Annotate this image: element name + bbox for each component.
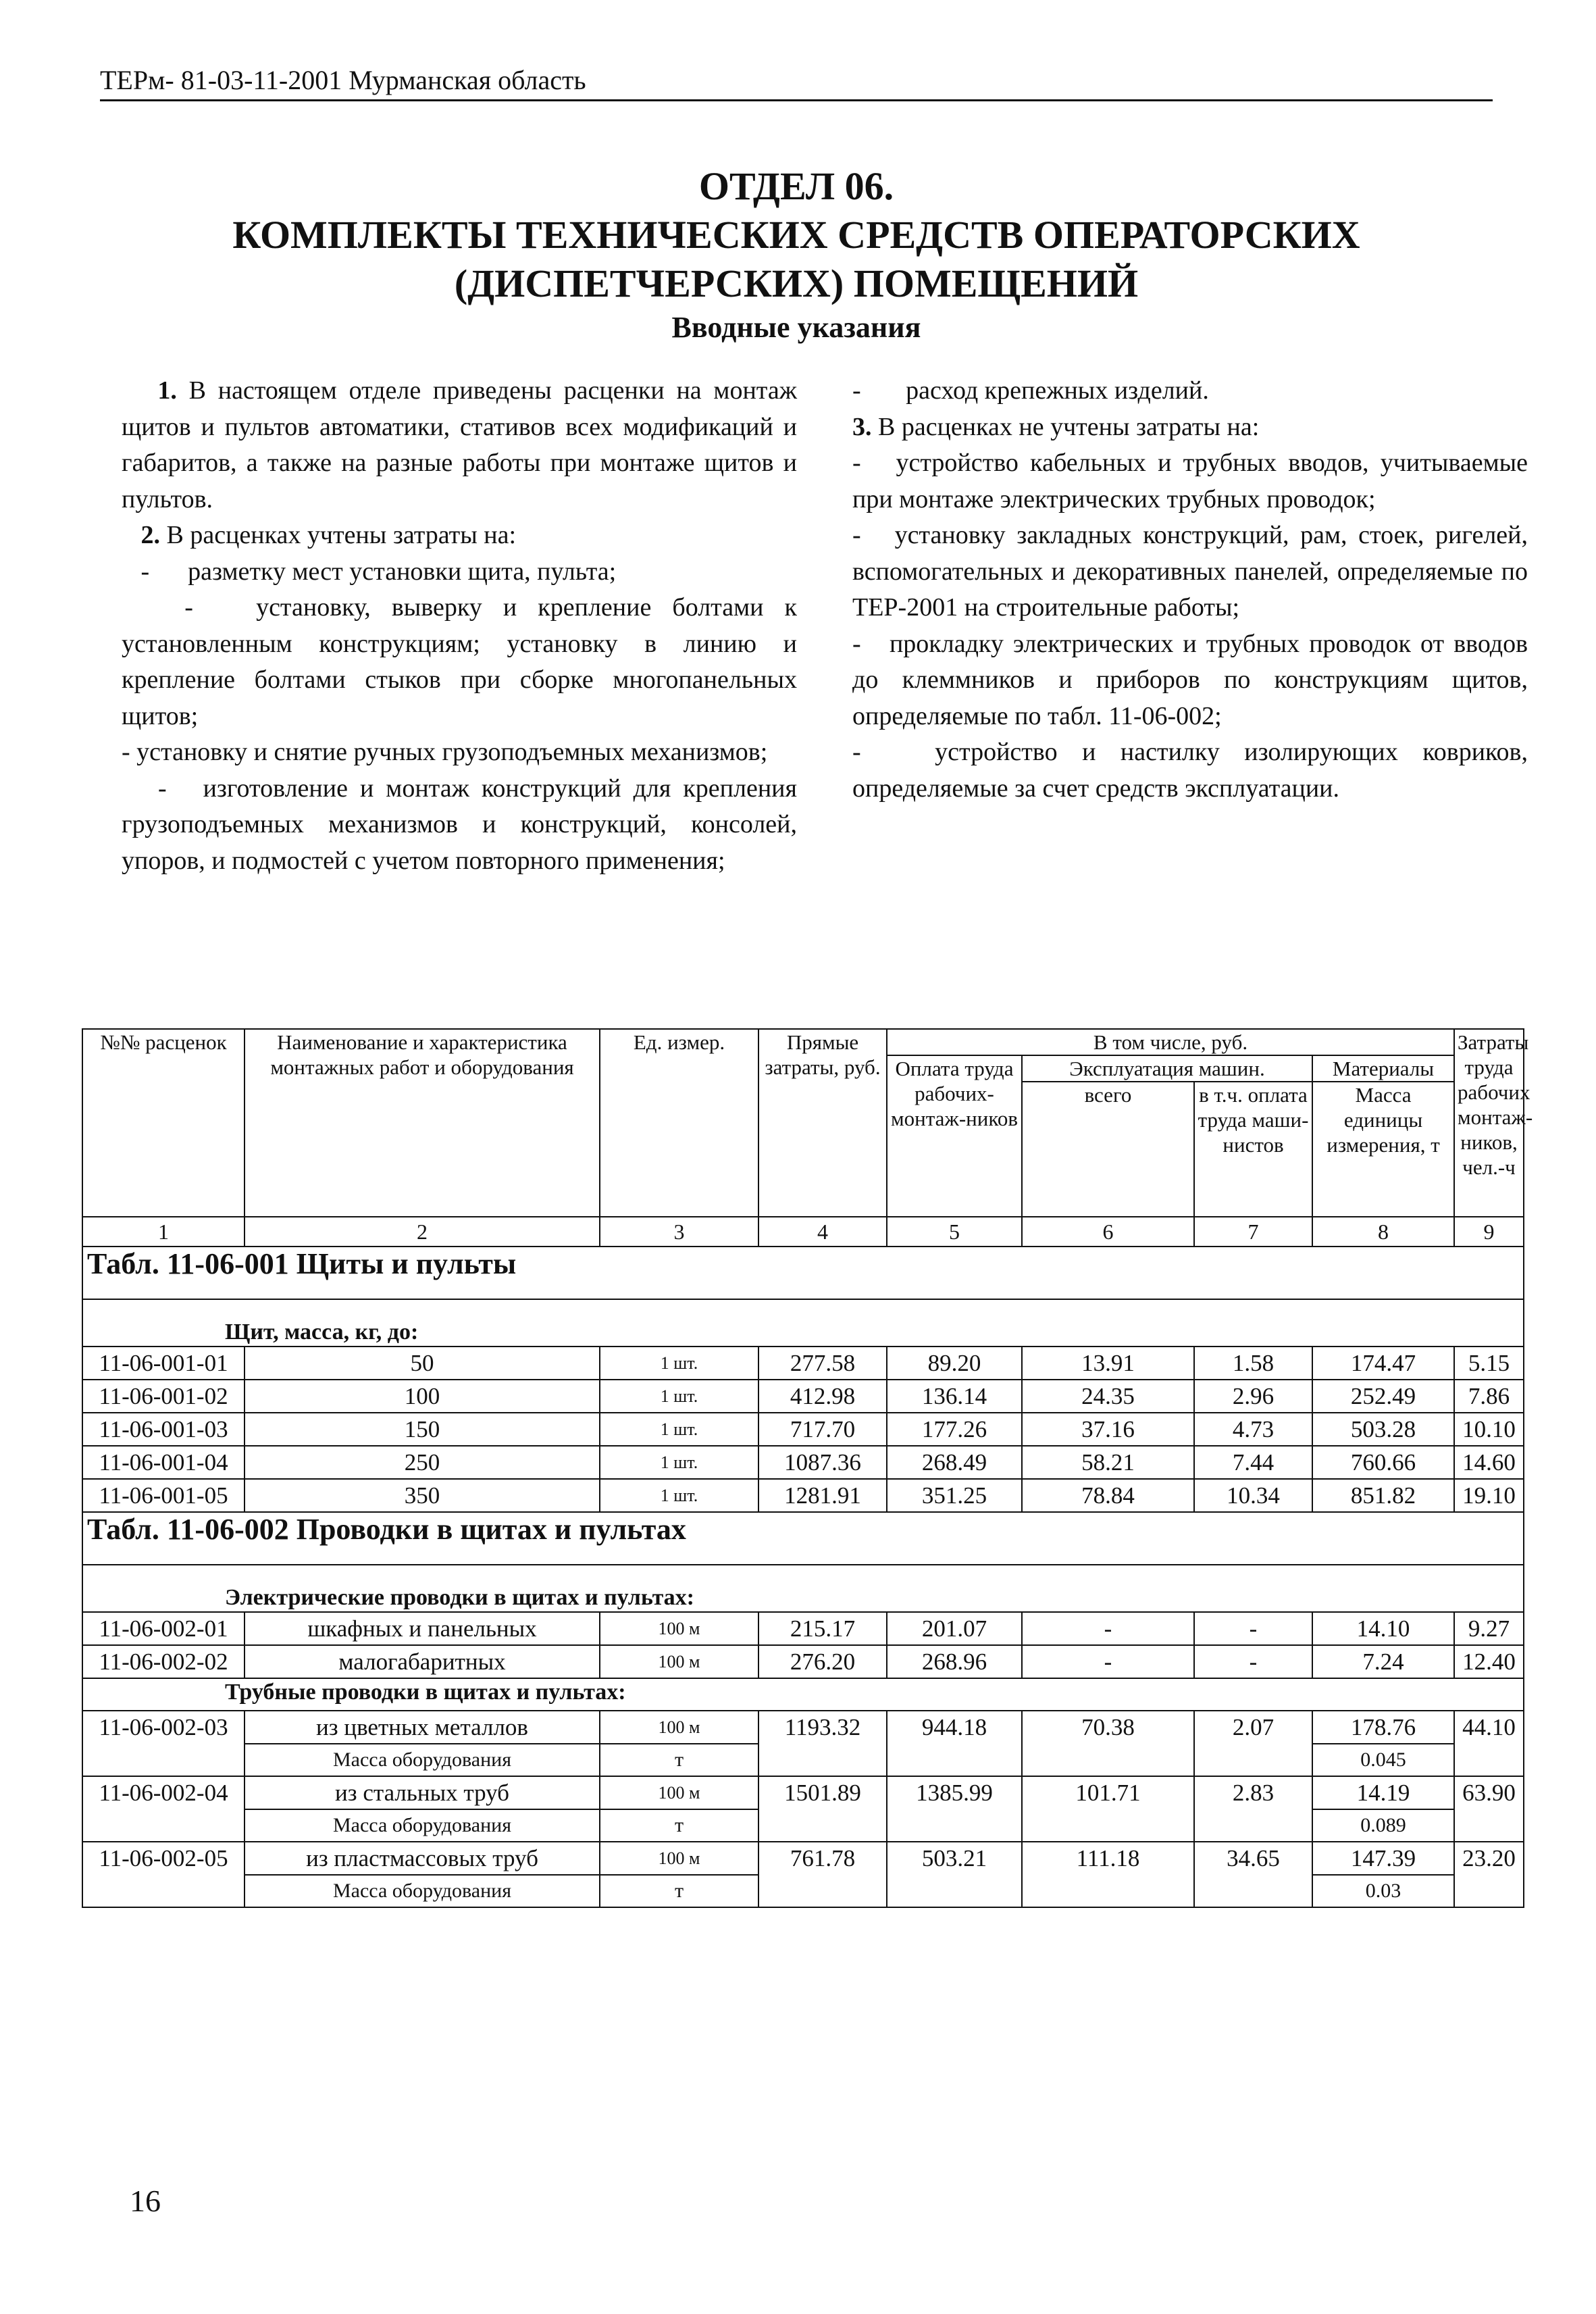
column-number: 1 xyxy=(82,1217,244,1247)
labor-pay-cell: 503.21 xyxy=(887,1842,1022,1907)
direct-costs-cell: 277.58 xyxy=(758,1347,887,1380)
work-name-cell: 150 xyxy=(244,1413,600,1446)
labor-pay-cell: 136.14 xyxy=(887,1380,1022,1413)
item-dash: - xyxy=(852,629,861,658)
machines-total-cell: - xyxy=(1022,1645,1194,1678)
item-text: изготовление и монтаж конструкций для крепления грузоподъемных механизмов и конструкций, консолей, упоров, и подмостей с учетом повторного применения; xyxy=(122,774,797,875)
intro-paragraph-1 xyxy=(122,373,797,518)
item-dash: - xyxy=(122,738,130,766)
unit-cell: 100 м xyxy=(600,1645,758,1678)
table-row xyxy=(82,1413,1524,1446)
work-name-cell: шкафных и панельных xyxy=(244,1612,600,1645)
item-dash: - xyxy=(852,521,861,549)
materials-cell: 14.10 xyxy=(1312,1612,1454,1645)
machines-total-cell: 13.91 xyxy=(1022,1347,1194,1380)
machines-operator-pay-cell: - xyxy=(1194,1612,1312,1645)
work-name-cell: 50 xyxy=(244,1347,600,1380)
labor-pay-cell: 268.49 xyxy=(887,1446,1022,1479)
machines-operator-pay-cell: 2.96 xyxy=(1194,1380,1312,1413)
equipment-mass-label: Масса оборудования xyxy=(244,1809,600,1842)
column-number-row xyxy=(82,1217,1524,1247)
labor-hours-cell: 5.15 xyxy=(1454,1347,1524,1380)
table-subcaption: Щит, масса, кг, до: xyxy=(82,1299,1524,1347)
header-materials: Материалы xyxy=(1312,1055,1454,1082)
table-row xyxy=(82,1347,1524,1380)
labor-pay-cell: 268.96 xyxy=(887,1645,1022,1678)
item-text: устройство и настилку изолирующих ковриков, определяемые за счет средств эксплуатации. xyxy=(852,738,1528,803)
equipment-mass-value: 0.045 xyxy=(1312,1744,1454,1776)
machines-total-cell: 111.18 xyxy=(1022,1842,1194,1907)
materials-cell: 147.39 xyxy=(1312,1842,1454,1875)
materials-cell: 7.24 xyxy=(1312,1645,1454,1678)
table-subcaption-row xyxy=(82,1678,1524,1711)
item-dash: - xyxy=(184,593,193,622)
intro-item xyxy=(122,771,797,880)
direct-costs-cell: 215.17 xyxy=(758,1612,887,1645)
item-text: разметку мест установки щита, пульта; xyxy=(188,557,617,586)
rate-code-cell: 11-06-002-03 xyxy=(82,1711,244,1776)
intro-item xyxy=(852,734,1528,807)
table-row xyxy=(82,1612,1524,1645)
intro-paragraph-3 xyxy=(852,409,1528,446)
work-name-cell: из пластмассовых труб xyxy=(244,1842,600,1875)
column-number: 3 xyxy=(600,1217,758,1247)
labor-hours-cell: 10.10 xyxy=(1454,1413,1524,1446)
unit-cell: 100 м xyxy=(600,1612,758,1645)
direct-costs-cell: 761.78 xyxy=(758,1842,887,1907)
intro-item xyxy=(122,590,797,734)
column-number: 9 xyxy=(1454,1217,1524,1247)
materials-cell: 503.28 xyxy=(1312,1413,1454,1446)
machines-total-cell: 78.84 xyxy=(1022,1479,1194,1512)
header-machines: Эксплуатация машин. xyxy=(1022,1055,1312,1082)
item-dash: - xyxy=(852,376,861,405)
intro-item xyxy=(852,518,1528,626)
rate-code-cell: 11-06-002-01 xyxy=(82,1612,244,1645)
labor-hours-cell: 63.90 xyxy=(1454,1776,1524,1842)
materials-cell: 174.47 xyxy=(1312,1347,1454,1380)
table-2-pipe-body xyxy=(82,1711,1524,1907)
item-dash: - xyxy=(852,738,861,766)
labor-hours-cell: 44.10 xyxy=(1454,1711,1524,1776)
unit-cell: 1 шт. xyxy=(600,1413,758,1446)
unit-cell: 1 шт. xyxy=(600,1479,758,1512)
rate-code-cell: 11-06-001-05 xyxy=(82,1479,244,1512)
unit-cell: 100 м xyxy=(600,1776,758,1809)
item-text: прокладку электрических и трубных проводок от вводов до клеммников и приборов по конструкциям щитов, определяемые по табл. 11-06-002; xyxy=(852,629,1528,730)
labor-hours-cell: 14.60 xyxy=(1454,1446,1524,1479)
machines-operator-pay-cell: 4.73 xyxy=(1194,1413,1312,1446)
table-caption-row xyxy=(82,1247,1524,1299)
table-caption: Табл. 11-06-002 Проводки в щитах и пультах xyxy=(82,1512,1524,1565)
direct-costs-cell: 717.70 xyxy=(758,1413,887,1446)
machines-total-cell: - xyxy=(1022,1612,1194,1645)
intro-item xyxy=(122,734,797,771)
intro-paragraph-2 xyxy=(122,518,797,554)
unit-cell: 1 шт. xyxy=(600,1347,758,1380)
item-text: расход крепежных изделий. xyxy=(906,376,1209,405)
table-subcaption: Трубные проводки в щитах и пультах: xyxy=(82,1678,1524,1711)
machines-operator-pay-cell: 2.83 xyxy=(1194,1776,1312,1842)
unit-cell: 1 шт. xyxy=(600,1446,758,1479)
work-name-cell: 350 xyxy=(244,1479,600,1512)
item-dash: - xyxy=(852,449,861,477)
work-name-cell: из стальных труб xyxy=(244,1776,600,1809)
table-row xyxy=(82,1842,1524,1875)
machines-operator-pay-cell: 7.44 xyxy=(1194,1446,1312,1479)
direct-costs-cell: 1193.32 xyxy=(758,1711,887,1776)
work-name-cell: 250 xyxy=(244,1446,600,1479)
table-subcaption-row xyxy=(82,1299,1524,1347)
column-number: 2 xyxy=(244,1217,600,1247)
unit-cell: 100 м xyxy=(600,1711,758,1744)
materials-cell: 760.66 xyxy=(1312,1446,1454,1479)
table-row xyxy=(82,1479,1524,1512)
rate-code-cell: 11-06-001-04 xyxy=(82,1446,244,1479)
materials-cell: 252.49 xyxy=(1312,1380,1454,1413)
labor-pay-cell: 351.25 xyxy=(887,1479,1022,1512)
column-number: 8 xyxy=(1312,1217,1454,1247)
direct-costs-cell: 1501.89 xyxy=(758,1776,887,1842)
table-subcaption-row xyxy=(82,1565,1524,1612)
machines-total-cell: 58.21 xyxy=(1022,1446,1194,1479)
header-including: В том числе, руб. xyxy=(887,1029,1454,1055)
rate-code-cell: 11-06-002-04 xyxy=(82,1776,244,1842)
rate-code-cell: 11-06-001-02 xyxy=(82,1380,244,1413)
page-number: 16 xyxy=(130,2184,161,2218)
work-name-cell: из цветных металлов xyxy=(244,1711,600,1744)
running-header: ТЕРм- 81-03-11-2001 Мурманская область xyxy=(100,65,586,95)
labor-hours-cell: 12.40 xyxy=(1454,1645,1524,1678)
labor-hours-cell: 19.10 xyxy=(1454,1479,1524,1512)
section-title-line-2: КОМПЛЕКТЫ ТЕХНИЧЕСКИХ СРЕДСТВ ОПЕРАТОРСКИХ xyxy=(232,213,1360,257)
item-dash: - xyxy=(140,557,150,586)
section-title-line-3: (ДИСПЕТЧЕРСКИХ) ПОМЕЩЕНИЙ xyxy=(454,261,1139,305)
machines-operator-pay-cell: 10.34 xyxy=(1194,1479,1312,1512)
direct-costs-cell: 1087.36 xyxy=(758,1446,887,1479)
machines-operator-pay-cell: - xyxy=(1194,1645,1312,1678)
equipment-mass-value: 0.089 xyxy=(1312,1809,1454,1842)
labor-pay-cell: 1385.99 xyxy=(887,1776,1022,1842)
paragraph-number: 1. xyxy=(157,376,177,405)
paragraph-text: В расценках учтены затраты на: xyxy=(166,521,517,549)
intro-left-column xyxy=(122,373,797,879)
machines-total-cell: 24.35 xyxy=(1022,1380,1194,1413)
equipment-mass-unit: т xyxy=(600,1809,758,1842)
item-text: установку, выверку и крепление болтами к установленным конструкциям; установку в линию и крепление болтами стыков при сборке многопанельных щитов; xyxy=(122,593,798,730)
machines-total-cell: 37.16 xyxy=(1022,1413,1194,1446)
materials-cell: 14.19 xyxy=(1312,1776,1454,1809)
intro-item xyxy=(852,445,1528,518)
item-dash: - xyxy=(157,774,167,803)
table-subcaption: Электрические проводки в щитах и пультах: xyxy=(82,1565,1524,1612)
labor-hours-cell: 23.20 xyxy=(1454,1842,1524,1907)
header-labor-hours: Затраты труда рабочих монтаж-ников, чел.-ч xyxy=(1454,1029,1524,1217)
section-subtitle: Вводные указания xyxy=(671,311,921,344)
equipment-mass-value: 0.03 xyxy=(1312,1875,1454,1907)
header-direct-costs: Прямые затраты, руб. xyxy=(758,1029,887,1217)
item-text: установку закладных конструкций, рам, стоек, ригелей, вспомогательных и декоративных панелей, определяемые по ТЕР-2001 на строительные работы; xyxy=(852,521,1528,622)
materials-cell: 851.82 xyxy=(1312,1479,1454,1512)
rates-table xyxy=(82,1028,1533,1908)
header-code: №№ расценок xyxy=(82,1029,244,1217)
labor-pay-cell: 201.07 xyxy=(887,1612,1022,1645)
header-machines-operator-pay: в т.ч. оплата труда маши-нистов xyxy=(1194,1082,1312,1217)
labor-hours-cell: 9.27 xyxy=(1454,1612,1524,1645)
header-machines-total: всего xyxy=(1022,1082,1194,1217)
table-caption: Табл. 11-06-001 Щиты и пульты xyxy=(82,1247,1524,1299)
table-caption-row xyxy=(82,1512,1524,1565)
intro-right-column xyxy=(852,373,1528,807)
equipment-mass-unit: т xyxy=(600,1875,758,1907)
machines-total-cell: 101.71 xyxy=(1022,1776,1194,1842)
paragraph-number: 2. xyxy=(140,521,160,549)
paragraph-text: В настоящем отделе приведены расценки на монтаж щитов и пультов автоматики, стативов всех модификаций и габаритов, а также на разные работы при монтаже щитов и пультов. xyxy=(122,376,798,513)
rate-code-cell: 11-06-002-05 xyxy=(82,1842,244,1907)
equipment-mass-label: Масса оборудования xyxy=(244,1744,600,1776)
table-header-row xyxy=(82,1029,1524,1055)
materials-cell: 178.76 xyxy=(1312,1711,1454,1744)
unit-cell: 1 шт. xyxy=(600,1380,758,1413)
item-text: установку и снятие ручных грузоподъемных механизмов; xyxy=(136,738,768,766)
intro-item xyxy=(122,554,797,590)
labor-pay-cell: 177.26 xyxy=(887,1413,1022,1446)
machines-operator-pay-cell: 34.65 xyxy=(1194,1842,1312,1907)
equipment-mass-label: Масса оборудования xyxy=(244,1875,600,1907)
table-row xyxy=(82,1380,1524,1413)
machines-operator-pay-cell: 1.58 xyxy=(1194,1347,1312,1380)
machines-total-cell: 70.38 xyxy=(1022,1711,1194,1776)
table-1-body xyxy=(82,1347,1524,1512)
column-number: 6 xyxy=(1022,1217,1194,1247)
direct-costs-cell: 412.98 xyxy=(758,1380,887,1413)
table-2-electric-body xyxy=(82,1612,1524,1678)
paragraph-text: В расценках не учтены затраты на: xyxy=(878,412,1260,441)
table-row xyxy=(82,1776,1524,1809)
equipment-mass-unit: т xyxy=(600,1744,758,1776)
direct-costs-cell: 1281.91 xyxy=(758,1479,887,1512)
intro-item xyxy=(852,626,1528,735)
paragraph-number: 3. xyxy=(852,412,872,441)
table-row xyxy=(82,1711,1524,1744)
unit-cell: 100 м xyxy=(600,1842,758,1875)
intro-item xyxy=(852,373,1528,409)
table-row xyxy=(82,1446,1524,1479)
column-number: 7 xyxy=(1194,1217,1312,1247)
header-rule xyxy=(100,99,1493,101)
direct-costs-cell: 276.20 xyxy=(758,1645,887,1678)
labor-pay-cell: 944.18 xyxy=(887,1711,1022,1776)
rate-code-cell: 11-06-002-02 xyxy=(82,1645,244,1678)
header-labor-pay: Оплата труда рабочих-монтаж-ников xyxy=(887,1055,1022,1217)
labor-pay-cell: 89.20 xyxy=(887,1347,1022,1380)
work-name-cell: 100 xyxy=(244,1380,600,1413)
section-title xyxy=(100,162,1493,347)
column-number: 5 xyxy=(887,1217,1022,1247)
header-mass-per-unit: Масса единицы измерения, т xyxy=(1312,1082,1454,1217)
item-text: устройство кабельных и трубных вводов, учитываемые при монтаже электрических трубных проводок; xyxy=(852,449,1528,513)
rate-code-cell: 11-06-001-01 xyxy=(82,1347,244,1380)
header-name: Наименование и характеристика монтажных работ и оборудования xyxy=(244,1029,600,1217)
labor-hours-cell: 7.86 xyxy=(1454,1380,1524,1413)
rate-code-cell: 11-06-001-03 xyxy=(82,1413,244,1446)
section-title-line-1: ОТДЕЛ 06. xyxy=(698,164,894,208)
work-name-cell: малогабаритных xyxy=(244,1645,600,1678)
header-unit: Ед. измер. xyxy=(600,1029,758,1217)
table-row xyxy=(82,1645,1524,1678)
column-number: 4 xyxy=(758,1217,887,1247)
machines-operator-pay-cell: 2.07 xyxy=(1194,1711,1312,1776)
